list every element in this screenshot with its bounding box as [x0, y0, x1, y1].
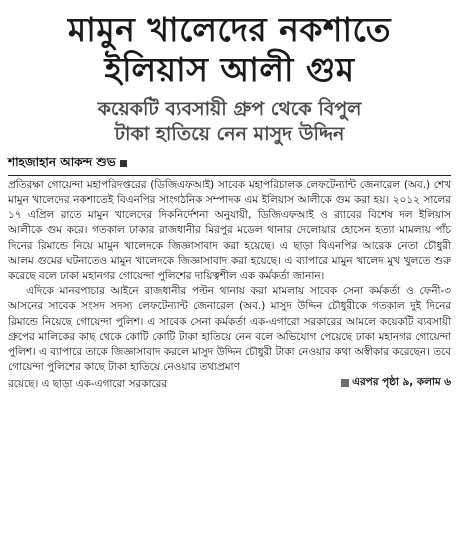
headline-line-2: ইলিয়াস আলী গুম	[104, 50, 355, 90]
headline	[8, 10, 451, 91]
byline-divider	[8, 175, 451, 176]
headline-line-1: মামুন খালেদের নকশাতে	[67, 10, 392, 49]
article-body	[8, 175, 451, 392]
subheadline-line-2: টাকা হাতিয়ে নেন মাসুদ উদ্দিন	[114, 123, 345, 146]
paragraph-1: প্রতিরক্ষা গোয়েন্দা মহাপরিদপ্তরের (ডিজিএফআই) সাবেক মহাপরিচালক লেফটেন্যান্ট জেনারেল (অব.) শেখ মামুন খালেদের নকশাতেই বিএনপির সাংগঠনিক সম্পাদক এম ইলিয়াস আলীকে গুম করা হয়। ২০১২ সালের ১৭ এপ্রিল রাতে মামুন খালেদের দিকনির্দেশনা অনুযায়ী, ডিজিএফআই ও র‍্যাবের বিশেষ দল ইলিয়াস আলীকে গুম করে। গতকাল ঢাকার রাজধানীর মিরপুর মডেল থানার দেলোয়ার হোসেন হত্যা মামলায় পাঁচ দিনের রিমান্ডে নিয়ে মামুন খালেদকে জিজ্ঞাসাবাদ করা হয়েছে। এ ছাড়া বিএনপির আরেক নেতা চৌধুরী আলম গুমের ঘটনাতেও মামুন খালেদকে জিজ্ঞাসাবাদ করা হয়েছে। এ ব্যাপারে মামুন খালেদ মুখ খুলতে শুরু করেছে বলে ঢাকা মহানগর গোয়েন্দা পুলিশের দায়িত্বশীল এক কর্মকর্তা জানান।	[8, 178, 451, 282]
square-bullet-icon	[341, 379, 349, 387]
last-line-text: রয়েছে। এ ছাড়া এক-এগারো সরকারের	[8, 378, 168, 391]
subheadline	[8, 97, 451, 148]
continued-on-text: এরপর পৃষ্ঠা ৯, কলাম ৬	[352, 376, 451, 389]
byline-bullet-icon	[120, 160, 127, 167]
continued-on-marker	[341, 375, 451, 390]
author-name: শাহজাহান আকন্দ শুভ	[8, 154, 116, 169]
paragraph-2: এদিকে মানবপাচার আইনে রাজধানীর পল্টন থানায় করা মামলায় সাবেক সেনা কর্মকর্তা ও ফেনী-৩ আসনের সাবেক সংসদ সদস্য লেফটেন্যান্ট জেনারেল (অব.) মাসুদ উদ্দিন চৌধুরীকে গতকাল দুই দিনের রিমান্ডে নিয়েছে গোয়েন্দা পুলিশ। এ সাবেক সেনা কর্মকর্তা এক-এগারো সরকারের আমলে কয়েকটি ব্যবসায়ী গ্রুপের মালিকের কাছ থেকে কোটি কোটি টাকা হাতিয়ে নেন বলে অভিযোগ পেয়েছে ঢাকা মহানগর গোয়েন্দা পুলিশ। এ ব্যাপারে তাকে জিজ্ঞাসাবাদ করলে মাসুদ উদ্দিন চৌধুরী টাকা নেওয়ার কথা অস্বীকার করেছেন। তবে গোয়েন্দা পুলিশের কাছে টাকা হাতিয়ে নেওয়ার তথ্যপ্রমাণ	[8, 285, 451, 374]
byline	[8, 154, 451, 174]
subheadline-line-1: কয়েকটি ব্যবসায়ী গ্রুপ থেকে বিপুল	[97, 97, 362, 120]
continuation-line	[8, 375, 451, 392]
